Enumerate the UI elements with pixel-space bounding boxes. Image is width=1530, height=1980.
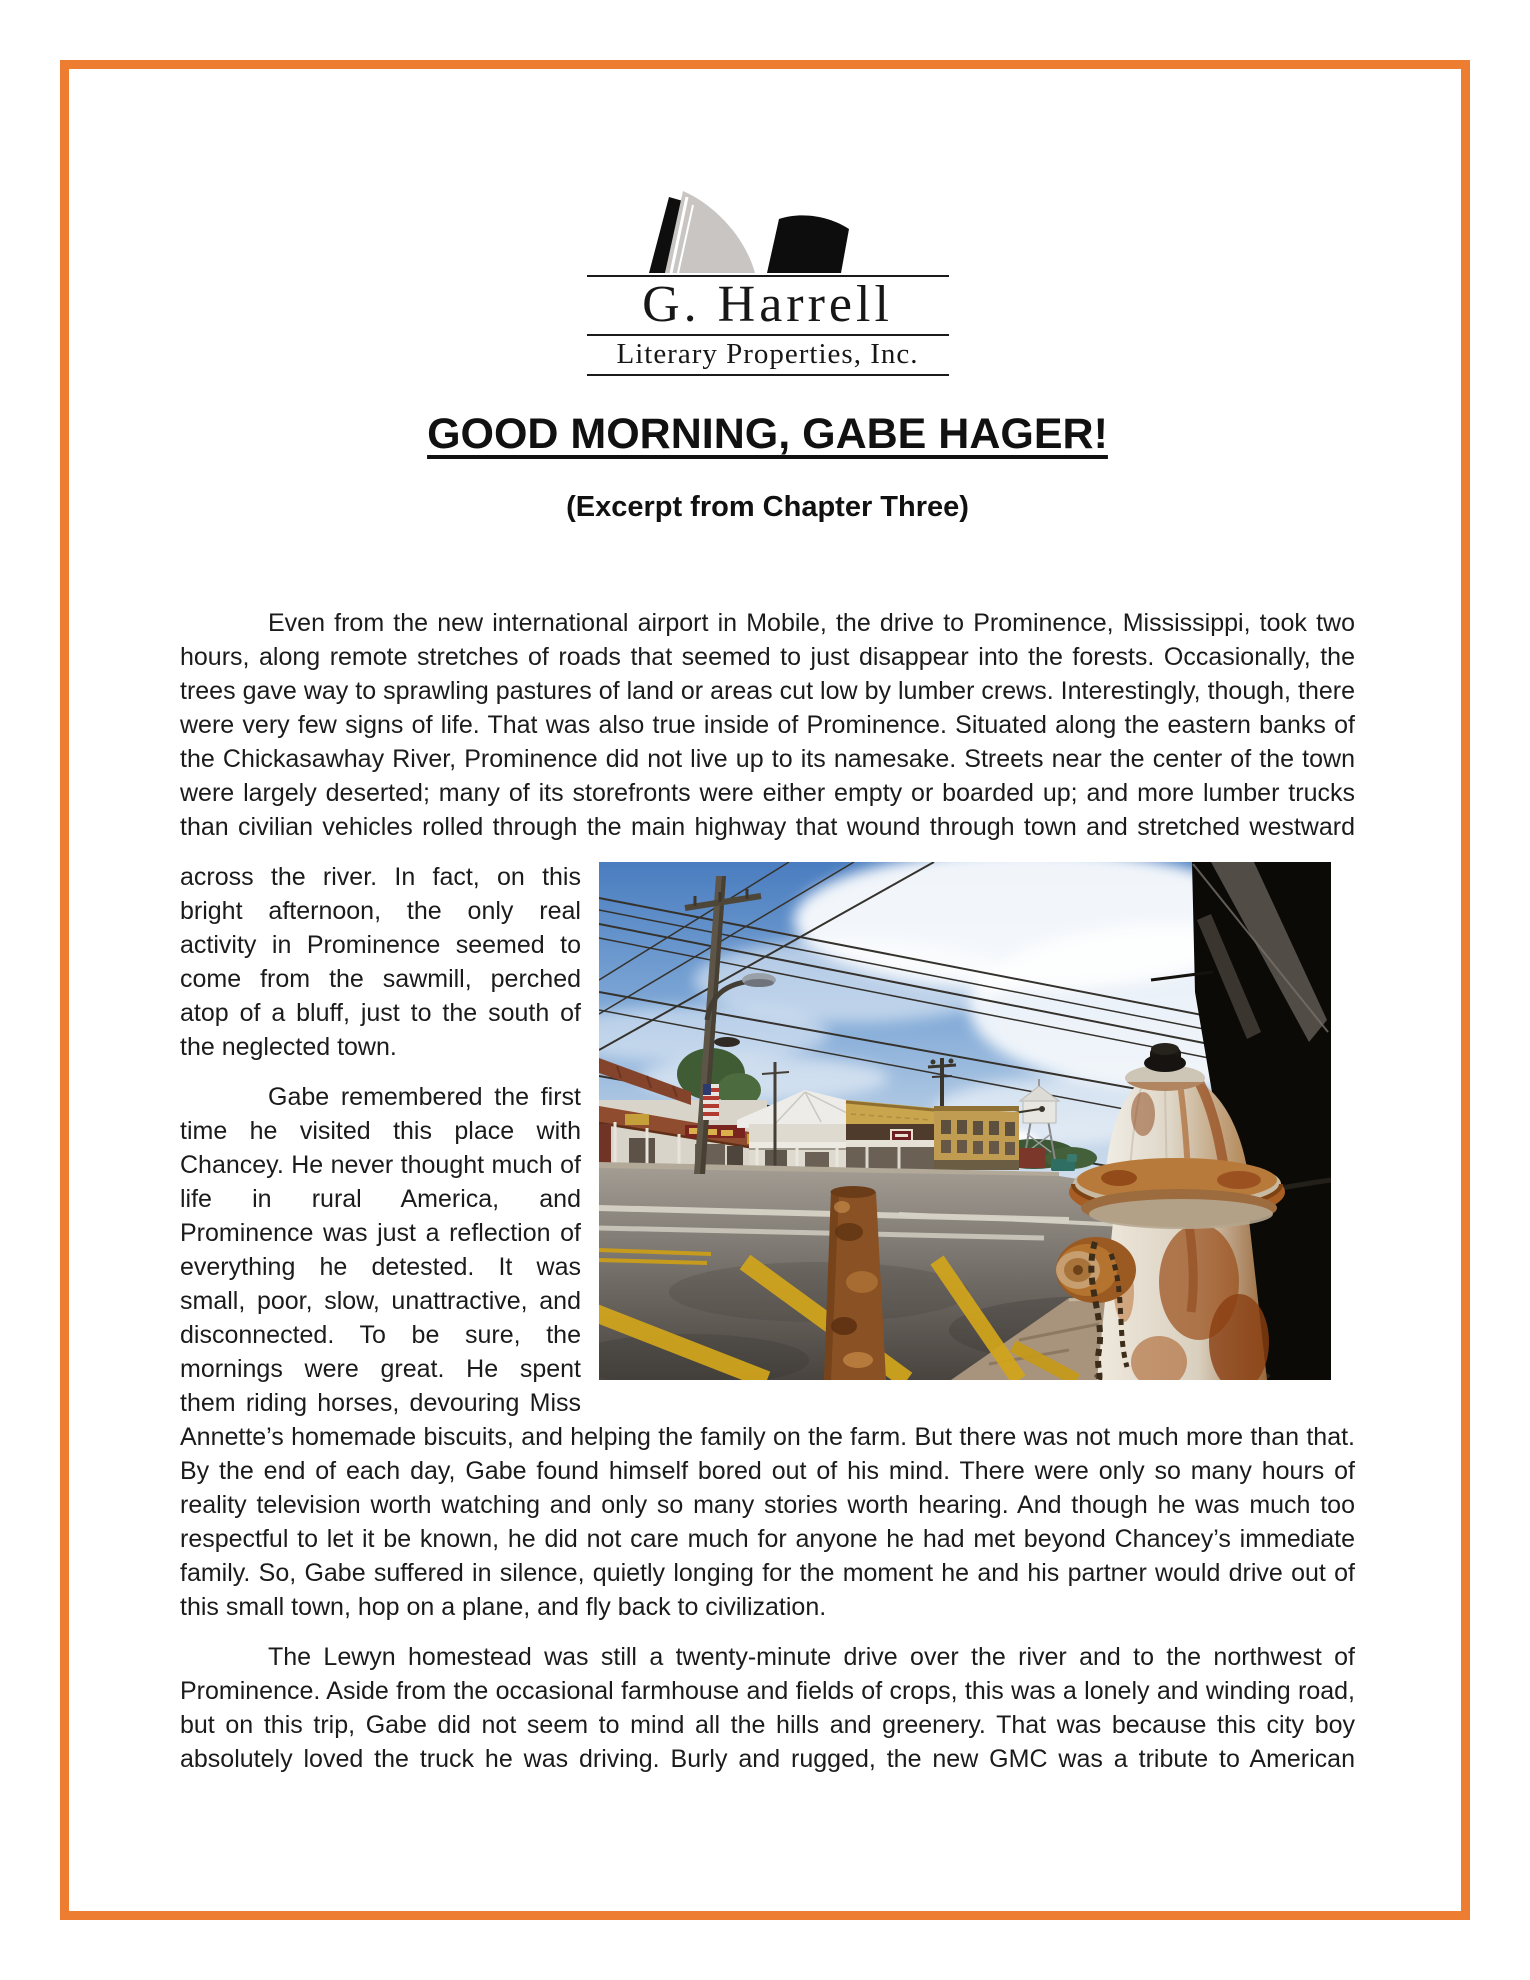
- publisher-name: G. Harrell: [642, 276, 893, 333]
- town-street-photo: [599, 862, 1331, 1380]
- logo-rule-bottom: [587, 374, 949, 376]
- publisher-tagline: Literary Properties, Inc.: [616, 338, 919, 370]
- body-text: [180, 606, 1355, 1776]
- american-flag: [703, 1084, 719, 1120]
- document-subtitle: (Excerpt from Chapter Three): [566, 491, 969, 523]
- body-paragraph-2: Gabe remembered the first time he visited this place with Chancey. He never thought much of life in rural America, and Prominence was just a reflection of everything he detested. It was small, poor, slow, unattractive, and disconnected. To be sure, the mornings were great. He spent them riding horses, devouring Miss Annette’s homemade biscuits, and helping the family on the farm. But there was not much more than that. By the end of each day, Gabe found himself bored out of his mind. There were only so many hours of reality television worth watching and only so many stories worth hearing. And though he was much too respectful to let it be known, he did not care much for anyone he had met beyond Chancey’s immediate family. So, Gabe suffered in silence, quietly longing for the moment he and his partner would drive out of this small town, hop on a plane, and fly back to civilization.: [180, 1083, 1355, 1621]
- body-paragraph-1: Even from the new international airport in Mobile, the drive to Prominence, Mississippi, took two hours, along remote stretches of roads that seemed to just disappear into the forests. Occasionally, the trees gave way to sprawling pastures of land or areas cut low by lumber crews. Interestingly, though, there were very few signs of life. That was also true inside of Prominence. Situated along the eastern banks of the Chickasawhay River, Prominence did not live up to its namesake. Streets near the center of the town were largely deserted; many of its storefronts were either empty or boarded up; and more lumber trucks than civilian vehicles rolled through the main highway that wound through town and stretched westward: [180, 609, 1355, 841]
- rusty-post: [824, 1186, 886, 1380]
- document-title: GOOD MORNING, GABE HAGER!: [427, 410, 1108, 458]
- page-content: [180, 0, 1355, 1792]
- body-paragraph-1-continued: across the river. In fact, on this bright afternoon, the only real activity in Prominence seemed to come from the sawmill, perched atop of a bluff, just to the south of the neglected town.: [180, 863, 581, 1061]
- publisher-logo: [587, 185, 949, 376]
- body-paragraph-3: The Lewyn homestead was still a twenty-minute drive over the river and to the northwest of Prominence. Aside from the occasional farmhouse and fields of crops, this was a lonely and winding road, but on this trip, Gabe did not seem to mind all the hills and greenery. That was because this city boy absolutely loved the truck he was driving. Burly and rugged, the new GMC was a tribute to American: [180, 1643, 1355, 1773]
- town-street-photo-graphic: [599, 862, 1331, 1380]
- books-icon: [587, 185, 949, 275]
